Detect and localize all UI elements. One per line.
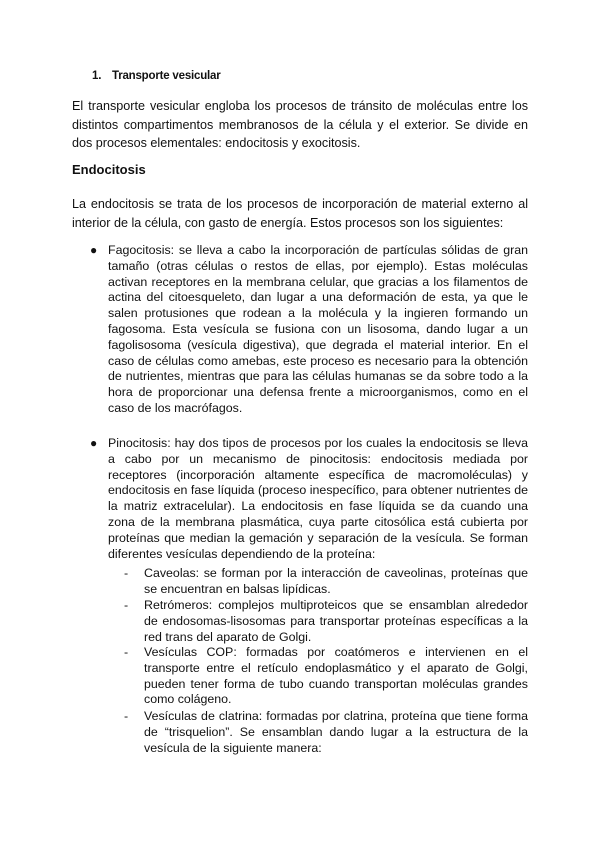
- sublist-item-caveolas: [124, 566, 528, 598]
- section-number: 1.: [92, 70, 102, 82]
- endocitosis-heading: Endocitosis: [72, 162, 146, 177]
- sublist-item-vesiculas-clatrina: [124, 709, 528, 756]
- list-item-fagocitosis: [90, 243, 528, 417]
- sublist-item-text: Vesículas COP: formadas por coatómeros e intervienen en el transporte entre el retículo endoplasmático y el aparato de Golgi, pueden tener forma de tubo cuando transportan moléculas grandes como colágeno.: [144, 645, 528, 707]
- list-item-text: Pinocitosis: hay dos tipos de procesos por los cuales la endocitosis se lleva a cabo por un mecanismo de pinocitosis: endocitosis mediada por receptores (incorporación altamente específica de macromoléculas) y endocitosis en fase líquida (proceso inespecífico, para obtener nutrientes de la matriz extracelular). La endocitosis en fase líquida se da cuando una zona de la membrana plasmática, cuya parte citosólica está cubierta por proteínas que median la gemación y separación de la vesícula. Se forman diferentes vesículas dependiendo de la proteína:: [108, 436, 528, 561]
- sublist-item-text: Vesículas de clatrina: formadas por clatrina, proteína que tiene forma de “trisquelion”. Se ensamblan dando lugar a la estructura de la vesícula de la siguiente manera:: [144, 709, 528, 755]
- dash-icon: -: [124, 566, 129, 580]
- sublist-item-text: Caveolas: se forman por la interacción de caveolinas, proteínas que se encuentran en balsas lipídicas.: [144, 566, 528, 596]
- section-intro-paragraph: El transporte vesicular engloba los procesos de tránsito de moléculas entre los distintos compartimentos membranosos de la célula y el exterior. Se divide en dos procesos elementales: endocitosis y exocitosis.: [72, 99, 528, 151]
- dash-icon: -: [124, 709, 129, 723]
- sublist-item-retromeros: [124, 598, 528, 645]
- dash-icon: -: [124, 645, 129, 659]
- endocitosis-intro-paragraph: La endocitosis se trata de los procesos de incorporación de material externo al interior de la célula, con gasto de energía. Estos procesos son los siguientes:: [72, 197, 528, 230]
- sublist-item-text: Retrómeros: complejos multiproteicos que se ensamblan alrededor de endosomas-lisosomas para transportar proteínas específicas a la red trans del aparato de Golgi.: [144, 598, 528, 644]
- bullet-icon: ●: [90, 243, 98, 257]
- list-item-pinocitosis: [90, 436, 528, 562]
- section-heading: [92, 70, 221, 82]
- list-item-text: Fagocitosis: se lleva a cabo la incorporación de partículas sólidas de gran tamaño (otras células o restos de ellas, por ejemplo). Estas moléculas activan receptores en la membrana celular, que gracias a los filamentos de actina del citoesqueleto, dan lugar a una deformación de esta, ya que le salen protusiones que rodean a la molécula y la ingieren formando un fagosoma. Esta vesícula se fusiona con un lisosoma, dando lugar a un fagolisosoma (vesícula digestiva), que degrada el material interior. En el caso de células como amebas, este proceso es necesario para la obtención de nutrientes, mientras que para las células humanas se da sobre todo a la hora de proporcionar una defensa frente a microorganismos, como en el caso de los macrófagos.: [108, 243, 528, 415]
- sublist-item-vesiculas-cop: [124, 645, 528, 708]
- bullet-icon: ●: [90, 436, 98, 450]
- dash-icon: -: [124, 598, 129, 612]
- section-title: Transporte vesicular: [112, 70, 221, 82]
